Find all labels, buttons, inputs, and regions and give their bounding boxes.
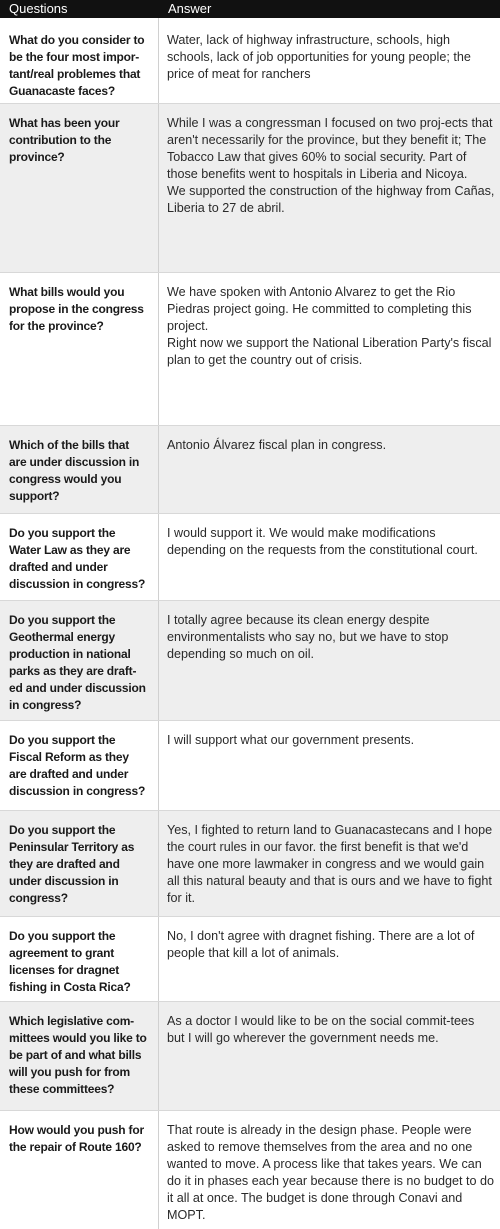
table-row — [0, 425, 500, 513]
answer-text — [167, 525, 495, 559]
column-divider — [158, 272, 159, 425]
answer-text — [167, 732, 495, 749]
row-divider — [0, 1001, 500, 1002]
table-row — [0, 18, 500, 103]
questions-column-header: Questions — [9, 1, 68, 16]
row-divider — [0, 272, 500, 273]
answer-text — [167, 822, 495, 907]
column-divider — [158, 513, 159, 600]
table-row — [0, 513, 500, 600]
column-divider — [158, 1110, 159, 1229]
column-divider — [158, 103, 159, 272]
answer-paragraph: That route is already in the design phase. People were asked to remove themselves from the area and no one wanted to move. A process like that takes years. We can do it in phases each year because there is no budget to do it all at once. The budget is done through Conavi and MOPT. — [167, 1123, 494, 1222]
question-text: How would you push for the repair of Route 160? — [9, 1123, 144, 1154]
answer-text — [167, 115, 495, 217]
answer-column-header: Answer — [168, 1, 212, 16]
column-divider — [158, 916, 159, 1001]
table-header — [0, 0, 500, 18]
answer-text — [167, 612, 495, 663]
answer-paragraph: I totally agree because its clean energy despite environmentalists who say no, but we have to stop depending so much on oil. — [167, 613, 449, 661]
question-text: Which of the bills that are under discussion in congress would you support? — [9, 438, 140, 503]
answer-text — [167, 1013, 495, 1047]
question-text: Do you support the Fiscal Reform as they are drafted and under discussion in congress? — [9, 733, 146, 798]
table-row — [0, 103, 500, 272]
answer-text — [167, 1122, 495, 1224]
answer-paragraph: We supported the construction of the highway from Cañas, Liberia to 27 de abril. — [167, 184, 495, 215]
answer-paragraph: As a doctor I would like to be on the social commit-tees but I will go wherever the government needs me. — [167, 1014, 475, 1045]
answer-paragraph: I would support it. We would make modifications depending on the requests from the constitutional court. — [167, 526, 478, 557]
question-text: Which legislative com-mittees would you like to be part of and what bills will you push for from these committees? — [9, 1014, 147, 1096]
column-divider — [158, 425, 159, 513]
column-divider — [158, 1001, 159, 1110]
table-row — [0, 272, 500, 425]
answer-paragraph: No, I don't agree with dragnet fishing. There are a lot of people that kill a lot of animals. — [167, 929, 475, 960]
question-text: Do you support the Peninsular Territory as they are drafted and under discussion in congress? — [9, 823, 135, 905]
question-text: What has been your contribution to the province? — [9, 116, 120, 164]
question-text: What do you consider to be the four most impor-tant/real problemes that Guanacaste faces? — [9, 33, 145, 98]
answer-paragraph: While I was a congressman I focused on two proj-ects that aren't necessarily for the province, but they benefit it; The Tobacco Law that gives 60% to social security. Part of those benefits went to hospitals in Liberia and Nicoya. — [167, 116, 493, 181]
question-text: Do you support the agreement to grant licenses for dragnet fishing in Costa Rica? — [9, 929, 131, 994]
row-divider — [0, 720, 500, 721]
row-divider — [0, 513, 500, 514]
column-divider — [158, 18, 159, 103]
table-row — [0, 916, 500, 1001]
row-divider — [0, 916, 500, 917]
column-divider — [158, 810, 159, 916]
row-divider — [0, 425, 500, 426]
answer-paragraph: We have spoken with Antonio Alvarez to get the Rio Piedras project going. He committed to completing this project. — [167, 285, 472, 333]
answer-text — [167, 32, 495, 83]
answer-paragraph: Antonio Álvarez fiscal plan in congress. — [167, 438, 387, 452]
answer-paragraph: Yes, I fighted to return land to Guanacastecans and I hope the court rules in our favor. the first benefit is that we'd have one more lawmaker in congress and we would gain all this natural beauty and that is ours and we have to fight for it. — [167, 823, 493, 905]
answer-text — [167, 928, 495, 962]
column-divider — [158, 600, 159, 720]
question-text: Do you support the Water Law as they are drafted and under discussion in congress? — [9, 526, 146, 591]
row-divider — [0, 600, 500, 601]
column-divider — [158, 720, 159, 810]
table-row — [0, 1110, 500, 1229]
answer-paragraph: I will support what our government presents. — [167, 733, 415, 747]
row-divider — [0, 810, 500, 811]
row-divider — [0, 103, 500, 104]
row-divider — [0, 1110, 500, 1111]
question-text: Do you support the Geothermal energy production in national parks as they are draft-ed and under discussion in congress? — [9, 613, 146, 712]
table-row — [0, 810, 500, 916]
answer-paragraph: Right now we support the National Liberation Party's fiscal plan to get the country out of crisis. — [167, 336, 492, 367]
answer-paragraph: Water, lack of highway infrastructure, schools, high schools, lack of job opportunities for young people; the price of meat for ranchers — [167, 33, 471, 81]
answer-text — [167, 437, 495, 454]
answer-text — [167, 284, 495, 369]
table-row — [0, 600, 500, 720]
table-row — [0, 720, 500, 810]
question-text: What bills would you propose in the congress for the province? — [9, 285, 144, 333]
table-row — [0, 1001, 500, 1110]
